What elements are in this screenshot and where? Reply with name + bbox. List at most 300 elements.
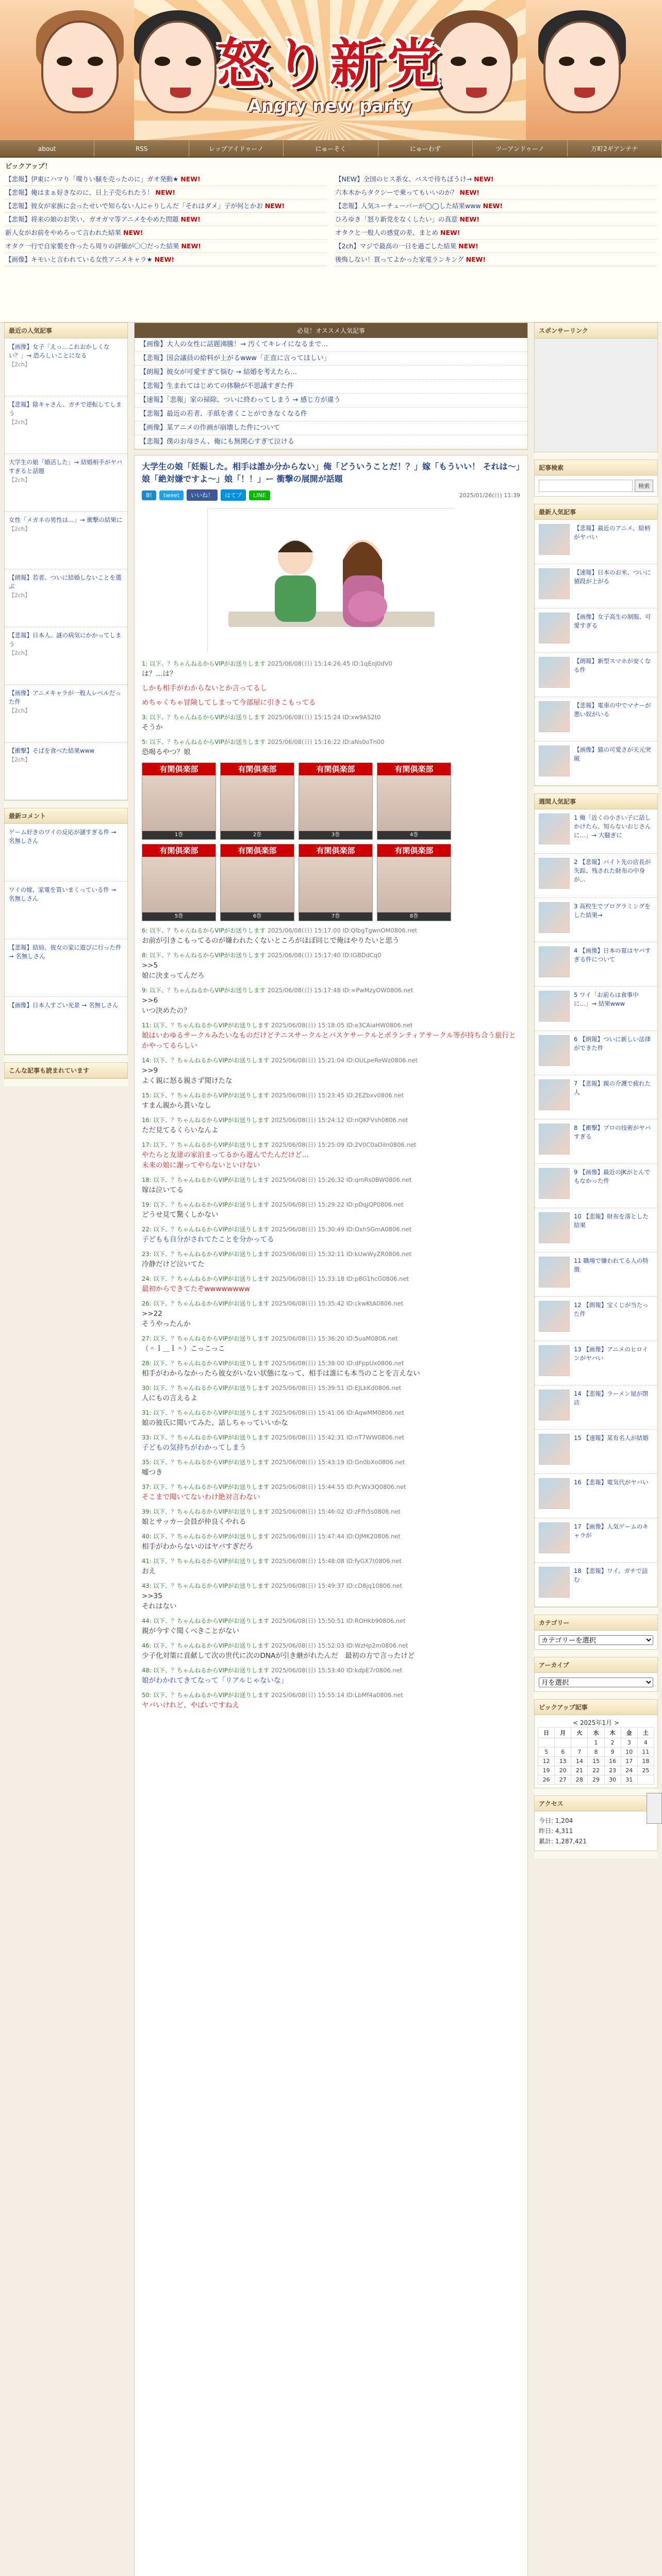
ranking-title-text[interactable]: 14 【悲報】ラーメン屋が閉店: [574, 1390, 649, 1406]
ranking-item[interactable]: [535, 898, 657, 942]
post-number[interactable]: 41:: [142, 1557, 152, 1565]
ranking-thumb[interactable]: [539, 1079, 570, 1110]
post-meta: 2025/06/08(日) 15:43:19 ID:Gn0bXo0806.net: [271, 1459, 405, 1466]
ranking-title-text[interactable]: 13 【画像】アニメのヒロインがヤバい: [574, 1346, 648, 1362]
post-body: どうせ見て驚くしかない: [142, 1211, 219, 1219]
post-meta: 2025/06/08(日) 15:23:45 ID:2EZbxv0806.net: [271, 1092, 404, 1099]
post-number[interactable]: 1:: [142, 660, 148, 667]
nav-item-rss[interactable]: RSS: [94, 140, 189, 157]
post-author: 以下、？ちゃんねるからVIPがお送りします: [149, 987, 266, 994]
post-number[interactable]: 30:: [142, 1384, 152, 1392]
post-meta: 2025/06/08(日) 15:44:55 ID:PcWx3Q0806.net: [271, 1483, 406, 1490]
post-number[interactable]: 31:: [142, 1409, 152, 1416]
pickup-item[interactable]: 【2ch】マジで最高の一日を過ごした結果 NEW!: [335, 240, 657, 253]
archive-select[interactable]: [539, 1677, 653, 1687]
pickup-item[interactable]: 【NEW】全国のヒス系女、バスで待ちぼうけ→ NEW!: [335, 173, 657, 186]
eye-right: [482, 57, 497, 66]
eye-left: [57, 57, 72, 66]
eye-left: [559, 57, 574, 66]
mouth: [466, 88, 487, 98]
logo-title[interactable]: 怒り新党: [217, 32, 444, 95]
ranking-title: 週間人気記事: [535, 794, 657, 809]
book-title: 有閑俱楽部: [299, 844, 372, 857]
calendar-table: 日 月 火 水 木 金 土 1 2 3 4 5 6 7 8 9 10 11 12 13 14 15 16 17 18 19 20 21 22 23 24 25 26 27 28 29 30 31: [538, 1727, 654, 1785]
global-nav: [0, 140, 662, 158]
post-number[interactable]: 18:: [142, 1176, 152, 1183]
post-number[interactable]: 27:: [142, 1335, 152, 1342]
recent-article[interactable]: 【朗報】若者、ついに結婚しないことを選ぶ 【2ch】: [5, 569, 127, 627]
post-number[interactable]: 39:: [142, 1508, 152, 1515]
recommended-item[interactable]: 【悲報】国会議員の給料が上がるwww「正直に言ってほしい」: [135, 352, 527, 366]
ranking-thumb[interactable]: [539, 1124, 570, 1155]
post-meta: 2025/06/08(日) 15:14:26.45 ID:1qEoJ0dV0: [267, 660, 392, 667]
illustration-bg: [208, 509, 455, 653]
illustration-svg: [208, 509, 455, 653]
post-number[interactable]: 48:: [142, 1667, 152, 1674]
recent-article[interactable]: 【画像】アニメキャラが一般人レベルだった件 【2ch】: [5, 685, 127, 742]
post-body: 娘とサッカー会員が仲良くやれる: [142, 1518, 246, 1526]
comment-item[interactable]: 【画像】日本人すごい光景 → 名無しさん: [5, 997, 127, 1055]
popular-thumb[interactable]: [539, 524, 570, 555]
search-button[interactable]: 検索: [635, 480, 653, 492]
ranking-title-text[interactable]: 1 俺「近くの小さい子に話しかけたら、知らないおじさんに…」→ 大騒ぎに: [574, 814, 651, 839]
post-meta: 2025/06/08(日) 15:18:05 ID:e3CAiaHW0806.net: [271, 1022, 413, 1029]
more-articles-box: [4, 1062, 128, 1079]
pickup-item[interactable]: 後悔しない！買ってよかった家電ランキング NEW!: [335, 253, 657, 266]
pickup-articles-title: ピックアップ記事: [535, 1700, 657, 1715]
nav-item-5[interactable]: ツーアンドゥーノ: [473, 140, 567, 157]
book-cover[interactable]: [142, 762, 216, 840]
popular-item[interactable]: 【悲報】最近のアニメ、絵柄がヤバい: [535, 520, 657, 564]
ranking-thumb[interactable]: [539, 1434, 570, 1465]
ranking-title-text[interactable]: 9 【画像】最近のJKがとんでもなかった件: [574, 1168, 651, 1184]
nav-item-about[interactable]: about: [0, 140, 94, 157]
post-number[interactable]: 11:: [142, 1022, 152, 1029]
ranking-list: [535, 809, 657, 1607]
post-number[interactable]: 6:: [142, 927, 148, 934]
popular-thumb[interactable]: [539, 613, 570, 643]
ranking-item[interactable]: [535, 1297, 657, 1341]
site-logo[interactable]: [217, 21, 443, 116]
post-body: >>22 そうやったんか: [142, 1310, 191, 1328]
recent-article[interactable]: 【画像】女子「えっ…これおかしくない？」→ 恐ろしいことになる 【2ch】: [5, 338, 127, 396]
recommended-item[interactable]: 【画像】某アニメの作画が崩壊した件について: [135, 421, 527, 435]
hatena-button[interactable]: B!: [142, 490, 156, 500]
popular-item[interactable]: 【悲報】電車の中でマナーが悪い奴がいる: [535, 697, 657, 741]
pickup-item[interactable]: 新人女がお前をやめろって言われた結果 NEW!: [5, 226, 327, 240]
post-author: 以下、？ちゃんねるからVIPがお送りします: [153, 1667, 270, 1674]
pickup-item[interactable]: 【悲報】彼女が家族に会ったせいで知らない人にゃりしんだ「それはダメ」子が何とかお NEW!: [5, 199, 327, 213]
book-volume: 5巻: [142, 912, 216, 921]
post-number[interactable]: 14:: [142, 1057, 152, 1064]
ranking-thumb[interactable]: [539, 946, 570, 977]
category-select[interactable]: [539, 1635, 653, 1645]
ranking-item[interactable]: [535, 1341, 657, 1385]
post-author: 以下、？ちゃんねるからVIPがお送りします: [153, 1226, 270, 1233]
face-shape: [543, 21, 621, 113]
popular-thumb[interactable]: [539, 568, 570, 599]
post-number[interactable]: 23:: [142, 1250, 152, 1258]
site-header: [0, 0, 662, 140]
popular-thumb[interactable]: [539, 701, 570, 732]
post-number[interactable]: 5:: [142, 738, 148, 745]
article-title[interactable]: 大学生の娘「妊娠した。相手は誰か分からない」俺「どういうことだ！？」嫁「もういい！ それは～」娘「絶対嫌ですよ～」娘「！！」ー 衝撃の展開が話題: [142, 462, 520, 484]
book-title: 有閑俱楽部: [377, 763, 451, 775]
post-number[interactable]: 43:: [142, 1582, 152, 1589]
calendar-weekday: 水: [588, 1727, 604, 1738]
book-cover[interactable]: [299, 844, 373, 921]
ranking-item[interactable]: [535, 1474, 657, 1518]
popular-thumb[interactable]: [539, 657, 570, 688]
book-cover[interactable]: [220, 762, 294, 840]
book-cover[interactable]: [299, 762, 373, 840]
post-header: [142, 1141, 520, 1149]
ranking-item[interactable]: [535, 809, 657, 854]
post-body: 親が今すぐ聞くべきことがない: [142, 1627, 239, 1635]
post-meta: 2025/06/08(日) 15:39:51 ID:EJLkKd0806.net: [271, 1384, 402, 1392]
post-header: [142, 1691, 520, 1699]
tweet-button[interactable]: tweet: [159, 490, 184, 500]
post-body: 娘はいわゆるサークルみたいなものだけどテニスサークルとバスケサークルとボランティアサークル等が持ち合う旅行とかやってるらしい: [142, 1031, 516, 1050]
recent-article[interactable]: 【悲報】日本人、謎の病気にかかってしまう 【2ch】: [5, 627, 127, 685]
nav-item-4[interactable]: にゅーわず: [378, 140, 473, 157]
scroll-to-top-button[interactable]: [647, 1793, 662, 1824]
face-shape: [435, 21, 512, 113]
ranking-thumb[interactable]: [539, 1257, 570, 1287]
post-meta: 2025/06/08(日) 15:50:51 ID:ROHkb90806.net: [271, 1617, 406, 1624]
post-number[interactable]: 19:: [142, 1201, 152, 1208]
more-articles-title: こんな記事も読まれています: [5, 1063, 127, 1078]
pickup-item[interactable]: 【悲報】伊東にハマり「喋りい騒を売ったのに」ガオ発動★ NEW!: [5, 173, 327, 186]
post-meta: 2025/06/08(日) 15:53:40 ID:kdpE7r0806.net: [271, 1667, 403, 1674]
post-meta: 2025/06/08(日) 15:17:48 ID:=PwMzyOW0806.net: [267, 987, 413, 994]
post-number[interactable]: 16:: [142, 1116, 152, 1124]
popular-item[interactable]: 【朗報】新型スマホが安くなる件: [535, 653, 657, 697]
access-box: [534, 1795, 658, 1851]
post-number[interactable]: 3:: [142, 714, 148, 721]
post-header: [142, 1334, 520, 1343]
recommended-title: 必見！オススメ人気記事: [135, 323, 527, 338]
ranking-title-text[interactable]: 2 【悲報】バイト先の店長が失踪、残された財布の中身が…: [574, 858, 651, 883]
post-author: 以下、？ちゃんねるからVIPがお送りします: [153, 1557, 270, 1565]
ranking-title-text[interactable]: 4 【画像】日本の夏はヤバすぎる件について: [574, 947, 651, 963]
right-sidebar: [534, 323, 658, 1858]
left-sidebar: [4, 323, 128, 1086]
post-author: 以下、？ちゃんねるからVIPがお送りします: [153, 1201, 270, 1208]
ranking-item[interactable]: [535, 1385, 657, 1430]
post-body: しかも相手がわからないとか言ってるし: [142, 684, 267, 692]
line-button[interactable]: LINE: [249, 490, 270, 500]
sponsor-title: スポンサーリンク: [535, 323, 657, 338]
post-meta: 2025/06/08(日) 15:55:14 ID:LbMf4a0806.net: [271, 1691, 403, 1699]
book-title: 有閑俱楽部: [221, 844, 294, 857]
post-author: 以下、？ちゃんねるからVIPがお送りします: [153, 1459, 270, 1466]
popular-title: 最新人気記事: [535, 504, 657, 520]
ranking-title-text[interactable]: 5 ワイ「お前らは食事中に…」→ 結果www: [574, 991, 639, 1007]
face-shape: [139, 21, 217, 113]
book-cover[interactable]: [220, 844, 294, 921]
thread-posts: [142, 659, 520, 1710]
ranking-thumb[interactable]: [539, 1168, 570, 1199]
post-meta: 2025/06/08(日) 15:52:03 ID:WzHp2m0806.net: [271, 1642, 408, 1649]
post-body: 最初からできてたぞwwwwwwww: [142, 1285, 250, 1293]
post-meta: 2025/06/08(日) 15:42:31 ID:nT7WW0806.net: [271, 1434, 405, 1441]
logo-subtitle[interactable]: Angry new party: [247, 96, 412, 116]
post-number[interactable]: 33:: [142, 1434, 152, 1441]
article-date: 2025/01/26(日) 11:39: [459, 492, 520, 499]
ranking-item[interactable]: [535, 987, 657, 1031]
post-author: 以下、？ちゃんねるからVIPがお送りします: [153, 1275, 270, 1282]
ranking-thumb[interactable]: [539, 814, 570, 844]
post-author: 以下、？ちゃんねるからVIPがお送りします: [149, 660, 266, 667]
popular-item[interactable]: 【画像】猫の可愛さが天元突破: [535, 741, 657, 786]
ranking-item[interactable]: [535, 1208, 657, 1252]
post-meta: 2025/06/08(日) 15:38:00 ID:dFppUx0806.net: [271, 1360, 404, 1367]
ranking-thumb[interactable]: [539, 1389, 570, 1420]
ranking-item[interactable]: [535, 1075, 657, 1120]
pickup-item[interactable]: オタクと一般人の感覚の差、まとめ NEW!: [335, 226, 657, 240]
book-cover[interactable]: [377, 762, 451, 840]
ranking-title-text[interactable]: 18 【悲報】ワイ、ガチで詰む: [574, 1567, 648, 1583]
post-meta: 2025/06/08(日) 15:29:22 ID:pDqJQP0806.net: [271, 1201, 404, 1208]
mouth: [72, 88, 93, 98]
ranking-thumb[interactable]: [539, 1345, 570, 1376]
ranking-item[interactable]: [535, 1164, 657, 1208]
post-body: は？…は？: [142, 670, 177, 678]
post-header: [142, 1275, 520, 1283]
ad-slot[interactable]: [535, 338, 657, 452]
popular-item[interactable]: 【速報】日本のお米、ついに値段が上がる: [535, 564, 657, 608]
nav-item-3[interactable]: にゅーそく: [284, 140, 378, 157]
post-body: 相手がわからないのはヤバすぎだろ: [142, 1543, 253, 1551]
post-body: >>6 いつ決めたの？: [142, 996, 191, 1015]
post-header: [142, 1641, 520, 1650]
post-header: [142, 1458, 520, 1466]
book-volume: 2巻: [221, 831, 294, 839]
archive-title: アーカイブ: [535, 1657, 657, 1673]
post-meta: 2025/06/08(日) 15:24:12 ID:nQKFVsh0806.net: [271, 1116, 408, 1124]
post-number[interactable]: 17:: [142, 1141, 152, 1148]
post-author: 以下、？ちゃんねるからVIPがお送りします: [153, 1617, 270, 1624]
recent-article[interactable]: 女性「メガネの男性は…」→ 衝撃の結果に 【2ch】: [5, 512, 127, 569]
sofa-shape: [228, 612, 435, 627]
post-number[interactable]: 15:: [142, 1092, 152, 1099]
calendar-weekday: 木: [604, 1727, 621, 1738]
post-author: 以下、？ちゃんねるからVIPがお送りします: [153, 1642, 270, 1649]
post-author: 以下、？ちゃんねるからVIPがお送りします: [153, 1533, 270, 1540]
post-author: 以下、？ちゃんねるからVIPがお送りします: [153, 1022, 270, 1029]
ranking-item[interactable]: [535, 942, 657, 987]
post-header: [142, 1532, 520, 1540]
book-grid: [142, 762, 451, 921]
post-header: [142, 1091, 520, 1099]
post-number[interactable]: 22:: [142, 1226, 152, 1233]
popular-thumb[interactable]: [539, 745, 570, 776]
access-today: 今日: 1,204: [539, 1817, 573, 1824]
post-author: 以下、？ちゃんねるからVIPがお送りします: [153, 1384, 270, 1392]
recommended-item[interactable]: 【悲報】最近の若者、手紙を書くことができなくなる件: [135, 408, 527, 421]
post-header: [142, 1250, 520, 1258]
ranking-item[interactable]: [535, 1518, 657, 1563]
post-number[interactable]: 28:: [142, 1360, 152, 1367]
ranking-title-text[interactable]: 10 【悲報】財布を落とした結果: [574, 1213, 649, 1229]
ranking-title-text[interactable]: 12 【朗報】宝くじが当たった件: [574, 1301, 649, 1317]
book-volume: 7巻: [299, 912, 372, 921]
archive-box: [534, 1657, 658, 1692]
ranking-thumb[interactable]: [539, 1478, 570, 1509]
post-number[interactable]: 44:: [142, 1617, 152, 1624]
post-header: [142, 926, 520, 935]
post-body: ヤバいけれど、やばいですねえ: [142, 1701, 239, 1709]
hatebu-button[interactable]: はてブ: [221, 489, 246, 501]
ranking-item[interactable]: [535, 1252, 657, 1297]
recent-article[interactable]: 大学生の娘「婚活した」→ 結婚相手がヤバすぎると話題 【2ch】: [5, 454, 127, 512]
post-number[interactable]: 37:: [142, 1483, 152, 1490]
ranking-item[interactable]: [535, 1563, 657, 1607]
popular-item[interactable]: 【画像】女子高生の制服、可愛すぎる: [535, 608, 657, 653]
post-body: 恐喝るやつ？娘: [142, 748, 191, 756]
ranking-thumb[interactable]: [539, 1567, 570, 1598]
post-number[interactable]: 40:: [142, 1533, 152, 1540]
pickup-item[interactable]: 【悲報】将来の娘のお笑い、ガオガマ等アニメをやめた問題 NEW!: [5, 213, 327, 226]
category-title: カテゴリー: [535, 1615, 657, 1631]
ranking-thumb[interactable]: [539, 1035, 570, 1066]
recent-article[interactable]: 【悲報】陰キャさん、ガチで逆転してしまう 【2ch】: [5, 396, 127, 454]
post-number[interactable]: 35:: [142, 1459, 152, 1466]
recent-article[interactable]: 【衝撃】そばを食べた結果www 【2ch】: [5, 742, 127, 800]
ranking-item[interactable]: [535, 1430, 657, 1474]
ranking-title-text[interactable]: 16 【悲報】電気代がヤバい: [574, 1479, 649, 1486]
ranking-item[interactable]: [535, 1031, 657, 1075]
recommended-item[interactable]: 【悲報】僕のお母さん、俺にも無関心すぎて泣ける: [135, 435, 527, 449]
post-body: 少子化対策に貢献して次の世代に次のDNAが引き継がれたんだ 最初の方で言ったけど: [142, 1652, 415, 1660]
eye-right: [590, 57, 605, 66]
ranking-thumb[interactable]: [539, 1212, 570, 1243]
pickup-item[interactable]: 【画像】キモいと言われている女性アニメキャラ★ NEW!: [5, 253, 327, 266]
book-cover[interactable]: [142, 844, 216, 921]
recommended-item[interactable]: 【速報】「悲報」家の掃除、ついに終わってしまう → 感じ方が違う: [135, 394, 527, 408]
ranking-title-text[interactable]: 7 【悲報】親の介護で疲れた人: [574, 1080, 651, 1096]
book-volume: 1巻: [142, 831, 216, 839]
post-number[interactable]: 26:: [142, 1300, 152, 1307]
book-cover[interactable]: [377, 844, 451, 921]
pickup-item[interactable]: ひろゆき「怒り新党をなくしたい」の真意 NEW!: [335, 213, 657, 226]
belly-shape: [348, 591, 387, 622]
ranking-thumb[interactable]: [539, 902, 570, 933]
ranking-title-text[interactable]: 17 【画像】人気ゲームのキャラが: [574, 1523, 649, 1539]
recommended-item[interactable]: 【朗報】彼女が可愛すぎて悩む → 結婚を考えたら…: [135, 366, 527, 380]
ranking-title-text[interactable]: 3 高校生でプログラミングをした結果→: [574, 903, 651, 919]
post-header: [142, 1384, 520, 1392]
post-header: [142, 1299, 520, 1308]
access-total: 累計: 1,287,421: [539, 1838, 587, 1845]
recent-articles-box: [4, 323, 128, 801]
post-body: やたらと友達の家泊まってるから遊んでたんだけど… 未来の娘に謝ってやらないといけない: [142, 1151, 309, 1170]
ranking-title-text[interactable]: 11 職場で嫌われてる人の特徴: [574, 1257, 649, 1273]
ranking-thumb[interactable]: [539, 991, 570, 1022]
post-body: めちゃくちゃ冒険してしまって今部屋に引きこもってる: [142, 699, 316, 707]
nav-item-6[interactable]: 万町2ギアンテナ: [568, 140, 662, 157]
post-body: そこまで聞いてないわけ絶対言わない: [142, 1493, 260, 1501]
book-title: 有閑俱楽部: [377, 844, 451, 857]
post-number[interactable]: 9:: [142, 987, 148, 994]
post-author: 以下、？ちゃんねるからVIPがお送りします: [153, 1691, 270, 1699]
comment-item[interactable]: ゲーム好きのワイの反応が謎すぎる件 → 名無しさん: [5, 824, 127, 882]
book-volume: 3巻: [299, 831, 372, 839]
ranking-title-text[interactable]: 6 【朗報】ついに新しい法律ができた件: [574, 1036, 651, 1052]
recommended-item[interactable]: 【悲報】生まれてはじめての体験が不思議すぎた件: [135, 380, 527, 394]
article: [134, 455, 528, 2576]
post-header: [142, 1507, 520, 1516]
pickup-item[interactable]: 【悲報】人気ユーチューバーが◯◯した結果www NEW!: [335, 199, 657, 213]
pickup-title: ピックアップ！: [5, 163, 52, 171]
post-meta: 2025/06/08(日) 15:41:06 ID:AqwMM0806.net: [271, 1409, 404, 1416]
post-author: 以下、？ちゃんねるからVIPがお送りします: [153, 1141, 270, 1148]
post-meta: 2025/06/08(日) 15:17:40 ID:IGBDdCq0: [267, 952, 382, 959]
pickup-col-right: [335, 173, 657, 266]
post-number[interactable]: 8:: [142, 952, 148, 959]
ranking-item[interactable]: [535, 1120, 657, 1164]
post-author: 以下、？ちゃんねるからVIPがお送りします: [153, 1250, 270, 1258]
post-body: 娘がわかれてきてなって「リアルじゃないな」: [142, 1676, 288, 1685]
post-meta: 2025/06/08(日) 15:49:37 ID:cD8jq10806.net: [271, 1582, 402, 1589]
ranking-title-text[interactable]: 15 【速報】某有名人が結婚: [574, 1434, 649, 1442]
like-button[interactable]: いいね！: [187, 489, 218, 501]
ranking-item[interactable]: [535, 854, 657, 898]
post-author: 以下、？ちゃんねるからVIPがお送りします: [149, 738, 266, 745]
ranking-thumb[interactable]: [539, 1522, 570, 1553]
eye-left: [451, 57, 466, 66]
calendar-box: [534, 1699, 658, 1788]
book-title: 有閑俱楽部: [299, 763, 372, 775]
comment-item[interactable]: ワイの嫁、家電を買いまくっている件 → 名無しさん: [5, 882, 127, 939]
recommended-item[interactable]: 【画像】大人の女性に話題沸騰！→ 汚くてキレイになるまで…: [135, 338, 527, 352]
post-number[interactable]: 50:: [142, 1691, 152, 1699]
post-meta: 2025/06/08(日) 15:46:02 ID:zFfh5s0806.net: [271, 1508, 401, 1515]
post-header: [142, 951, 520, 959]
post-header: [142, 1557, 520, 1565]
post-meta: 2025/06/08(日) 15:17:00 ID:QlbgTgwnOM0806.net: [267, 927, 418, 934]
latest-comments-box: [4, 808, 128, 1055]
post-number[interactable]: 24:: [142, 1275, 152, 1282]
ranking-thumb[interactable]: [539, 858, 570, 889]
post-header: [142, 1433, 520, 1442]
book-volume: 4巻: [377, 831, 451, 839]
pickup-item[interactable]: 【悲報】俺はまぁ好きなのに、日上子売られたう！ NEW!: [5, 186, 327, 199]
main-content: [134, 323, 528, 2576]
search-input[interactable]: [539, 480, 633, 492]
calendar-title[interactable]: < 2025年1月 >: [573, 1719, 619, 1726]
post-number[interactable]: 46:: [142, 1642, 152, 1649]
ranking-thumb[interactable]: [539, 1301, 570, 1332]
nav-item-2[interactable]: レップアイドゥーノ: [189, 140, 284, 157]
post-header: [142, 1176, 520, 1184]
pickup-item[interactable]: 六本木からタクシーで乗ってもいいのか？ NEW!: [335, 186, 657, 199]
comment-item[interactable]: 【悲報】結局、彼女の家に遊びに行った件 → 名無しさん: [5, 939, 127, 997]
post-header: [142, 1582, 520, 1590]
ranking-title-text[interactable]: 8 【衝撃】プロの技術がヤバすぎる: [574, 1124, 651, 1140]
post-header: [142, 1200, 520, 1209]
eye-left: [155, 57, 170, 66]
post-meta: 2025/06/08(日) 15:21:04 ID:OULpeReWz0806.net: [271, 1057, 418, 1064]
calendar-weekday: 月: [555, 1727, 571, 1738]
post-meta: 2025/06/08(日) 15:16:22 ID:aNs0oTn00: [267, 738, 385, 745]
pickup-item[interactable]: オタク一行で自家製を作ったら周りの評価が〇〇だった結果 NEW!: [5, 240, 327, 253]
post-body: 娘の彼氏に聞いてみた、話しちゃっていいかな: [142, 1419, 288, 1427]
post-header: [142, 1359, 520, 1367]
post-author: 以下、？ちゃんねるからVIPがお送りします: [153, 1116, 270, 1124]
post-body: >>35 それはない: [142, 1592, 177, 1611]
